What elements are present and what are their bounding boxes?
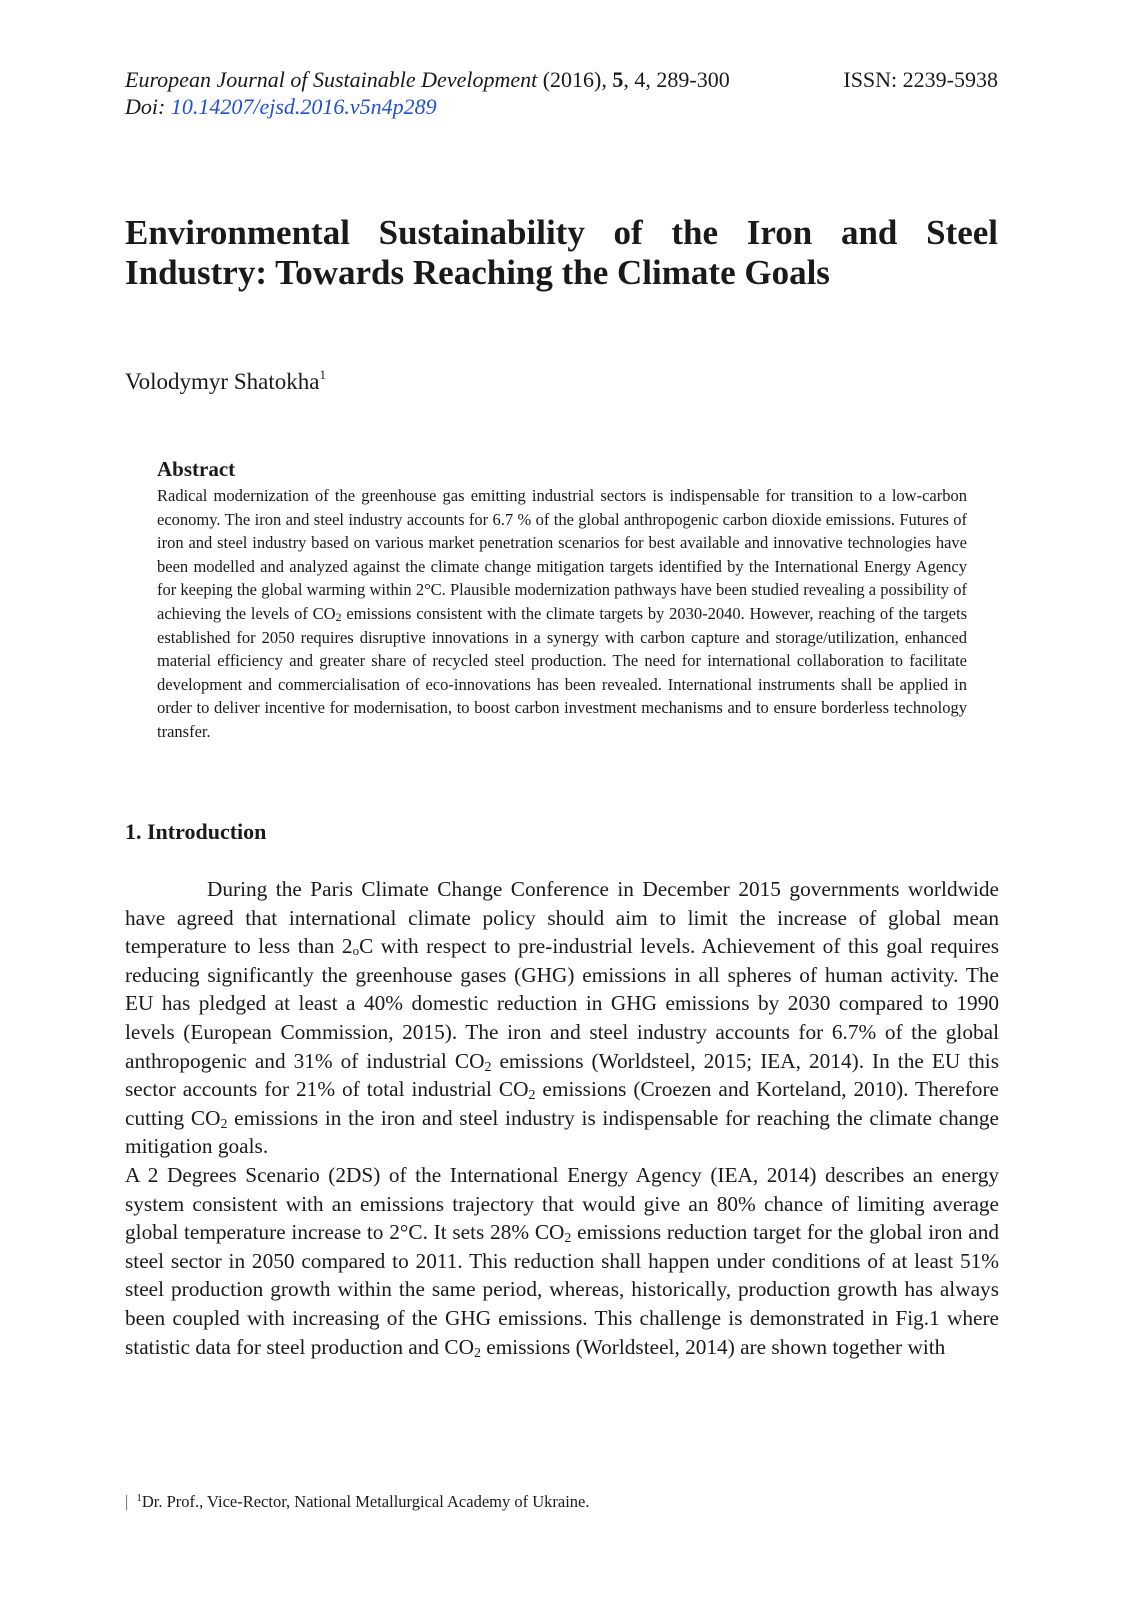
footnote-text: Dr. Prof., Vice-Rector, National Metallurgical Academy of Ukraine.	[141, 1492, 590, 1511]
footnote	[125, 1491, 590, 1513]
journal-citation	[125, 67, 730, 93]
paragraph: A 2 Degrees Scenario (2DS) of the International Energy Agency (IEA, 2014) describes an energy system consistent with an emissions trajectory that would give an 80% chance of limiting average global temperature increase to 2°C. It sets 28% $CO_2$ emissions reduction target for the global iron and steel sector in 2050 compared to 2011. This reduction shall happen under conditions of at least 51% steel production growth within the same period, whereas, historically, production growth has always been coupled with increasing of the GHG emissions. This challenge is demonstrated in Fig.1 where statistic data for steel production and $CO_2$ emissions (Worldsteel, 2014) are shown together with	[125, 1162, 999, 1361]
journal-issue-pages: , 4, 289-300	[623, 67, 730, 92]
journal-name: European Journal of Sustainable Development	[125, 67, 538, 92]
section-heading: 1. Introduction	[125, 819, 267, 844]
abstract-heading: Abstract	[157, 457, 236, 481]
journal-volume: 5	[612, 67, 624, 92]
paragraph: During the Paris Climate Change Conference in December 2015 governments worldwide have agreed that international climate policy should aim to limit the increase of global mean temperature to less than $2_oC$ with respect to pre-industrial levels. Achievement of this goal requires reducing significantly the greenhouse gases (GHG) emissions in all spheres of human activity. The EU has pledged at least a 40% domestic reduction in GHG emissions by 2030 compared to 1990 levels (European Commission, 2015). The iron and steel industry accounts for 6.7% of the global anthropogenic and 31% of industrial $CO_2$ emissions (Worldsteel, 2015; IEA, 2014). In the EU this sector accounts for 21% of total industrial $CO_2$ emissions (Croezen and Korteland, 2010). Therefore cutting $CO_2$ emissions in the iron and steel industry is indispensable for reaching the climate change mitigation goals.	[125, 877, 1000, 1159]
affiliation-mark: 1	[319, 367, 326, 382]
journal-year: (2016),	[537, 67, 613, 92]
author-name: Volodymyr Shatokha	[125, 369, 320, 394]
doi-label: Doi:	[125, 94, 171, 119]
doi-link[interactable]: 10.14207/ejsd.2016.v5n4p289	[170, 94, 437, 119]
issn: ISSN: 2239-5938	[843, 67, 998, 92]
paper-title: Environmental Sustainability of the Iron and Steel Industry: Towards Reaching the Climate Goals	[125, 213, 998, 292]
abstract-text: Radical modernization of the greenhouse gas emitting industrial sectors is indispensable for transition to a low-carbon economy. The iron and steel industry accounts for 6.7 % of the global anthropogenic carbon dioxide emissions. Futures of iron and steel industry based on various market penetration scenarios for best available and innovative technologies have been modelled and analyzed against the climate change mitigation targets identified by the International Energy Agency for keeping the global warming within 2°C. Plausible modernization pathways have been studied revealing a possibility of achieving the levels of $CO_2$ emissions consistent with the climate targets by 2030-2040. However, reaching of the targets established for 2050 requires disruptive innovations in a synergy with carbon capture and storage/utilization, enhanced material efficiency and greater share of recycled steel production. The need for international collaboration to facilitate development and commercialisation of eco-innovations has been revealed. International instruments shall be applied in order to deliver incentive for modernisation, to boost carbon investment mechanisms and to ensure borderless technology transfer.	[157, 486, 967, 741]
footnote-separator: |	[125, 1492, 129, 1511]
footnote-mark: 1	[136, 1492, 142, 1504]
body-text	[125, 875, 999, 1361]
author-line	[125, 367, 326, 397]
doi-line	[125, 94, 437, 120]
